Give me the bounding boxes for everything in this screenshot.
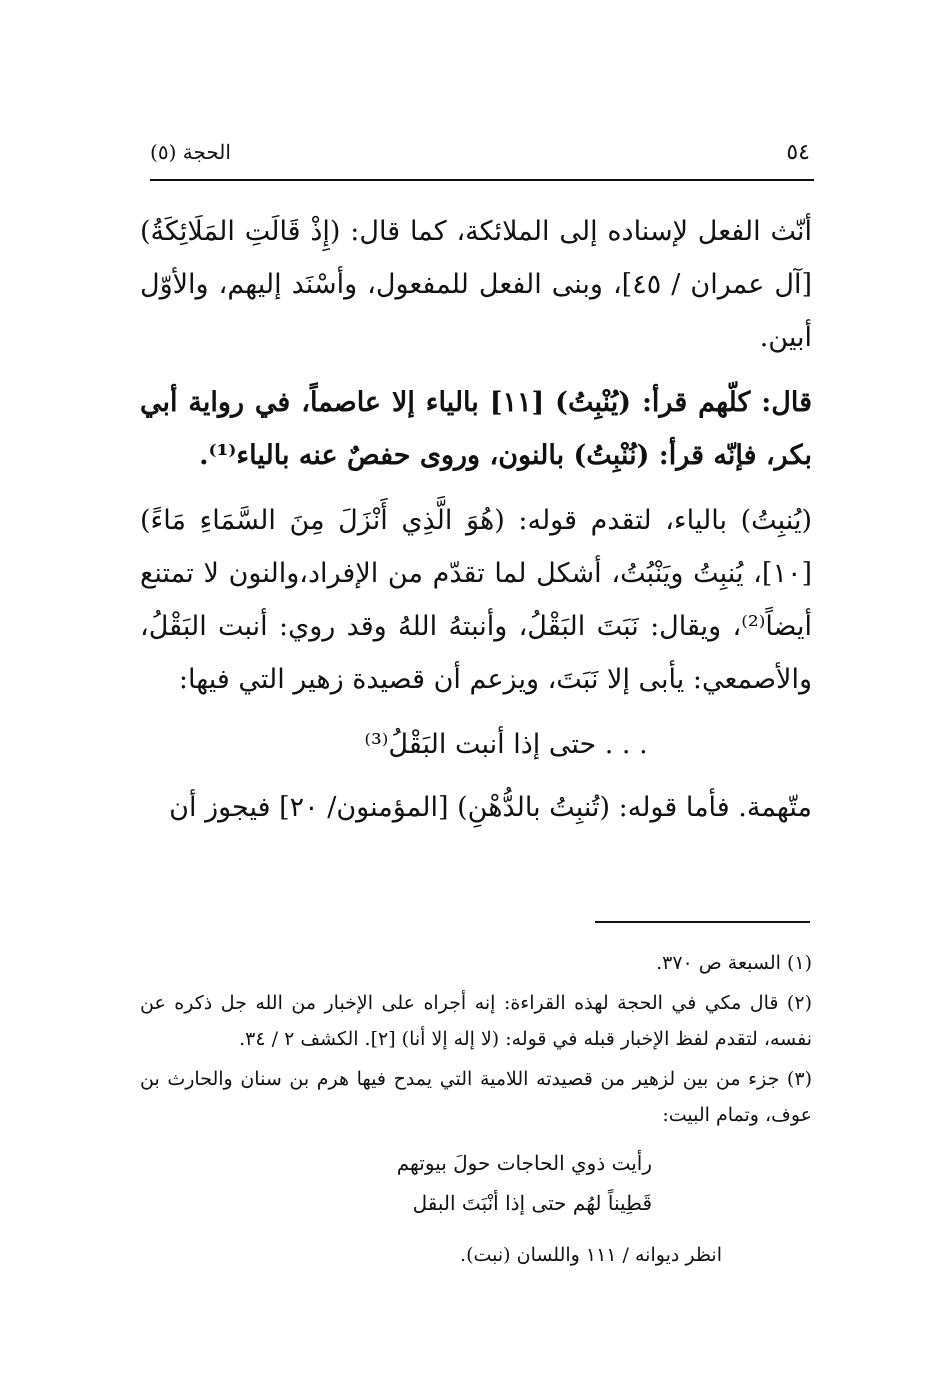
page-number: ٥٤ [786, 140, 810, 165]
footnote-3: (٣) جزء من بين لزهير من قصيدته اللامية التي يمدح فيها هرم بن سنان والحارث بن عوف، وتمام البيت: [140, 1068, 812, 1126]
running-title: الحجة (٥) [150, 140, 231, 164]
header-rule [150, 179, 814, 181]
paragraph-3: (يُنبِتُ) بالياء، لتقدم قوله: (هُوَ الَّذِي أَنْزَلَ مِنَ السَّمَاءِ مَاءً) [١٠]، يُنبِتُ ويَنْبُتُ، أشكل لما تقدّم من الإفراد،والنون لا تمتنع أيضاً⁽²⁾، ويقال: نَبَتَ البَقْلُ، وأنبتهُ اللهُ وقد روي: أنبت البَقْلُ، والأصمعي: يأبى إلا نَبَتَ، ويزعم أن قصيدة زهير التي فيها: [140, 505, 812, 695]
paragraph-1: أنّث الفعل لإسناده إلى الملائكة، كما قال: (إِذْ قَالَتِ المَلَائِكَةُ) [آل عمران / ٤٥]، وبنى الفعل للمفعول، وأسْنَد إليهم، والأوّل أبين. [140, 216, 812, 353]
page-header [150, 140, 810, 170]
footnote-verse-line-2: قَطِيناً لهُم حتى إذا أنْبَتَ البقل [412, 1191, 652, 1215]
main-text [140, 205, 812, 846]
footnotes [140, 945, 812, 1277]
quoted-verse: . . . حتى إذا أنبت البَقْلُ⁽³⁾ [364, 729, 648, 760]
footnote-rule [595, 921, 810, 923]
footnote-source: انظر ديوانه / ١١١ واللسان (نبت). [460, 1244, 722, 1266]
paragraph-4: متّهمة. فأما قوله: (تُنبِتُ بالدُّهْنِ) [المؤمنون/ ٢٠] فيجوز أن [169, 792, 812, 823]
paragraph-2: قال: كلّهم قرأ: (يُنْبِتُ) [١١] بالياء إلا عاصماً، في رواية أبي بكر، فإنّه قرأ: (نُنْبِتُ) بالنون، وروى حفصٌ عنه بالياء⁽¹⁾. [140, 387, 812, 471]
footnote-1: (١) السبعة ص ٣٧٠. [656, 952, 812, 974]
footnote-verse [140, 1143, 812, 1223]
footnote-2: (٢) قال مكي في الحجة لهذه القراءة: إنه أجراه على الإخبار من الله جل ذكره عن نفسه، لتقدم لفظ الإخبار قبله في قوله: (لا إله إلا أنا) [٢]. الكشف ٢ / ٣٤. [140, 992, 812, 1050]
footnote-verse-line-1: رأيت ذوي الحاجات حولَ بيوتهم [396, 1151, 652, 1175]
